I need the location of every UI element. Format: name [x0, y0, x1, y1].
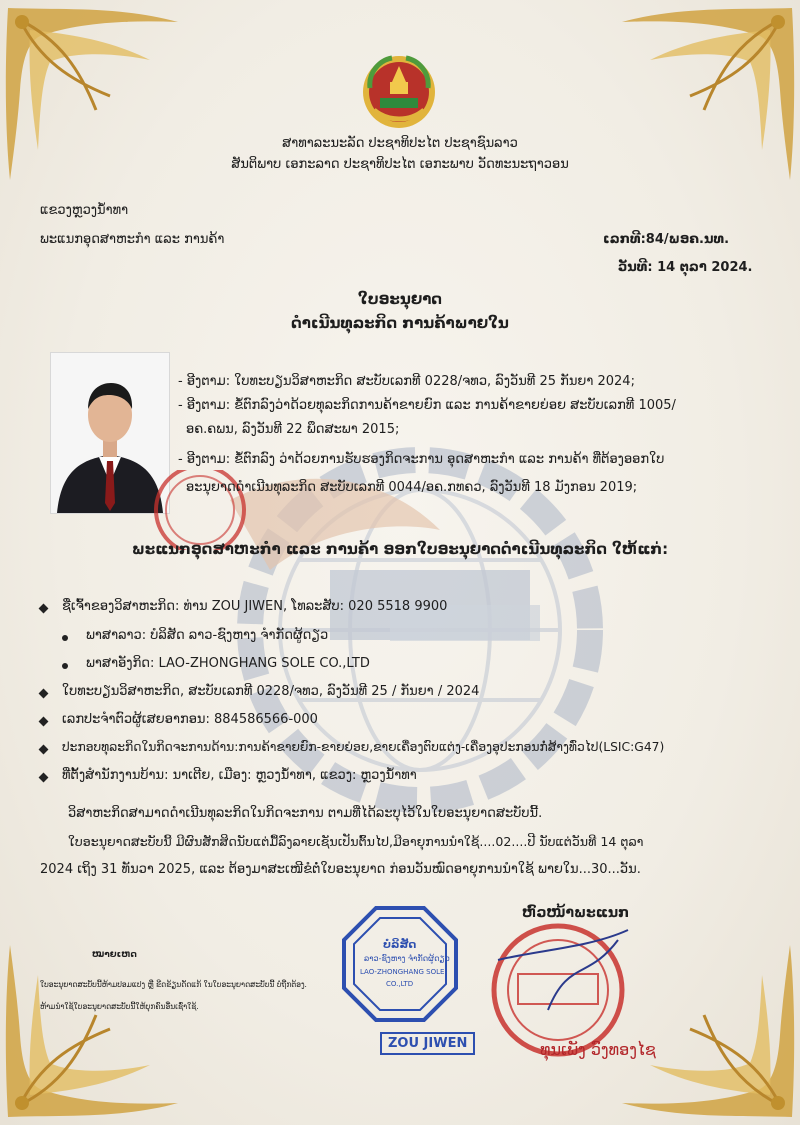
department-seal: [478, 920, 638, 1060]
license-number: ເລກທີ:84/ພອຄ.ນທ.: [603, 232, 730, 247]
owner-info: ຊື່ເຈົ້າຂອງວິສາຫະກິດ: ທ່ານ ZOU JIWEN, ໂທລະສັບ: 020 5518 9900: [62, 599, 448, 614]
reference-3-cont: ອະນຸຍາດດຳເນີນທຸລະກິດ ສະບັບເລກທີ 0044/ອຄ.ກທຄວ, ລົງວັນທີ 18 ມັງກອນ 2019;: [186, 480, 638, 495]
corner-ornament: [0, 935, 190, 1125]
corner-ornament: [610, 935, 800, 1125]
business-type: ປະກອບທຸລະກິດໃນກິດຈະການດ້ານ:ການຄ້າຂາຍຍົກ-ຂາຍຍ່ອຍ,ຂາຍເຄື່ອງຕົບແຕ່ງ-ເຄື່ອງອຸປະກອນກໍ່ສ້າງທົ່ວໄປ(LSIC:G47): [62, 740, 665, 754]
company-name-english: ພາສາອັງກິດ: LAO-ZHONGHANG SOLE CO.,LTD: [86, 656, 370, 671]
notes-line1: ໃບອະນຸຍາດສະບັບນີ້ຫ້າມປອມແປງ ຫຼື ຂີດຂ້ຽນດັດແກ້ ໃນໃບອະນຸຍາດສະບັບນີ້ ບໍ່ຖືກຕ້ອງ.: [40, 980, 307, 989]
company-stamp-lao: ບໍລິສັດ: [383, 938, 417, 951]
registration-info: ໃບທະບຽນວິສາຫະກິດ, ສະບັບເລກທີ 0228/ຈທວ, ລົງວັນທີ 25 / ກັນຍາ / 2024: [62, 684, 480, 699]
signer-name: ທຸນເພັງ ວົງທອງໄຊ: [540, 1040, 656, 1059]
condition-line2: ໃບອະນຸຍາດສະບັບນີ້ ມີຜົນສັກສິດນັບແຕ່ມື້ລົງລາຍເຊັນເປັນຕົ້ນໄປ,ມີອາຍຸການນຳໃຊ້....02....ປີ ນັບແຕ່ວັນທີ 14 ຕຸລາ: [68, 834, 644, 849]
motto-line: ສັນຕິພາບ ເອກະລາດ ປະຊາທິປະໄຕ ເອກະພາບ ວັດທະນະຖາວອນ: [231, 157, 569, 172]
title-line1: ໃບອະນຸຍາດ: [358, 290, 442, 308]
circle-bullet-icon: [62, 663, 68, 669]
notes-heading: ໝາຍເຫດ: [92, 950, 137, 960]
grant-heading: ພະແນກອຸດສາຫະກຳ ແລະ ການຄ້າ ອອກໃບອະນຸຍາດດຳເນີນທຸລະກິດ ໃຫ້ແກ່:: [131, 540, 669, 558]
diamond-bullet-icon: [39, 773, 49, 783]
condition-line3: 2024 ເຖິງ 31 ທັນວາ 2025, ແລະ ຕ້ອງມາສະເໜີຂໍຕໍ່ໃບອະນຸຍາດ ກ່ອນວັນໝົດອາຍຸການນຳໃຊ້ ພາຍໃນ...30...ວັນ.: [40, 862, 641, 877]
owner-name-stamp: ZOU JIWEN: [380, 1032, 475, 1055]
diamond-bullet-icon: [39, 717, 49, 727]
signature-title: ຫົວໜ້າພະແນກ: [522, 905, 630, 921]
title-line2: ດຳເນີນທຸລະກິດ ການຄ້າພາຍໃນ: [291, 314, 509, 332]
company-name-lao: ພາສາລາວ: ບໍລິສັດ ລາວ-ຊົງຫາງ ຈຳກັດຜູ້ດຽວ: [86, 628, 329, 643]
reference-2: - ອີງຕາມ: ຂໍ້ຕົກລົງວ່າດ້ວຍທຸລະກິດການຄ້າຂາຍຍົກ ແລະ ການຄ້າຂາຍຍ່ອຍ ສະບັບເລກທີ 1005/: [178, 398, 676, 413]
diamond-bullet-icon: [39, 745, 49, 755]
company-stamp: [340, 904, 460, 1024]
diamond-bullet-icon: [39, 604, 49, 614]
country-line: ສາທາລະນະລັດ ປະຊາທິປະໄຕ ປະຊາຊົນລາວ: [282, 136, 518, 151]
diamond-bullet-icon: [39, 689, 49, 699]
issuer-department: ພະແນກອຸດສາຫະກຳ ແລະ ການຄ້າ: [40, 232, 225, 247]
tax-id: ເລກປະຈຳຕົວຜູ້ເສຍອາກອນ: 884586566-000: [62, 712, 318, 727]
condition-line1: ວິສາຫະກິດສາມາດດຳເນີນທຸລະກິດໃນກິດຈະການ ຕາມທີ່ໄດ້ລະບຸໄວ້ໃນໃບອະນຸຍາດສະບັບນີ້.: [68, 806, 543, 821]
reference-2-cont: ອຄ.ຄພນ, ລົງວັນທີ 22 ພຶດສະພາ 2015;: [186, 422, 400, 437]
company-stamp-en-sub: CO.,LTD: [386, 980, 414, 988]
national-emblem: [360, 52, 438, 130]
office-address: ທີ່ຕັ້ງສຳນັກງານບ້ານ: ນາເຕີຍ, ເມືອງ: ຫຼວງນ້ຳທາ, ແຂວງ: ຫຼວງນ້ຳທາ: [62, 768, 417, 783]
license-date: ວັນທີ: 14 ຕຸລາ 2024.: [618, 260, 753, 275]
issuer-province: ແຂວງຫຼວງນ້ຳທາ: [40, 203, 129, 218]
reference-1: - ອີງຕາມ: ໃບທະບຽນວິສາຫະກິດ ສະບັບເລກທີ 0228/ຈທວ, ລົງວັນທີ 25 ກັນຍາ 2024;: [178, 374, 635, 389]
company-stamp-en: LAO-ZHONGHANG SOLE: [360, 968, 445, 976]
notes-line2: ຫ້າມນຳໃຊ້ໃບອະນຸຍາດສະບັບນີ້ໃຫ້ບຸກຄົນອື່ນເຊົ່າໃຊ້.: [40, 1002, 199, 1011]
circle-bullet-icon: [62, 635, 68, 641]
company-stamp-lao-sub: ລາວ-ຊົງຫາງ ຈຳກັດຜູ້ດຽວ: [364, 954, 450, 963]
reference-3: - ອີງຕາມ: ຂໍ້ຕົກລົງ ວ່າດ້ວຍການຮັບຮອງກິດຈະການ ອຸດສາຫະກຳ ແລະ ການຄ້າ ທີ່ຕ້ອງອອກໃບ: [178, 452, 665, 467]
